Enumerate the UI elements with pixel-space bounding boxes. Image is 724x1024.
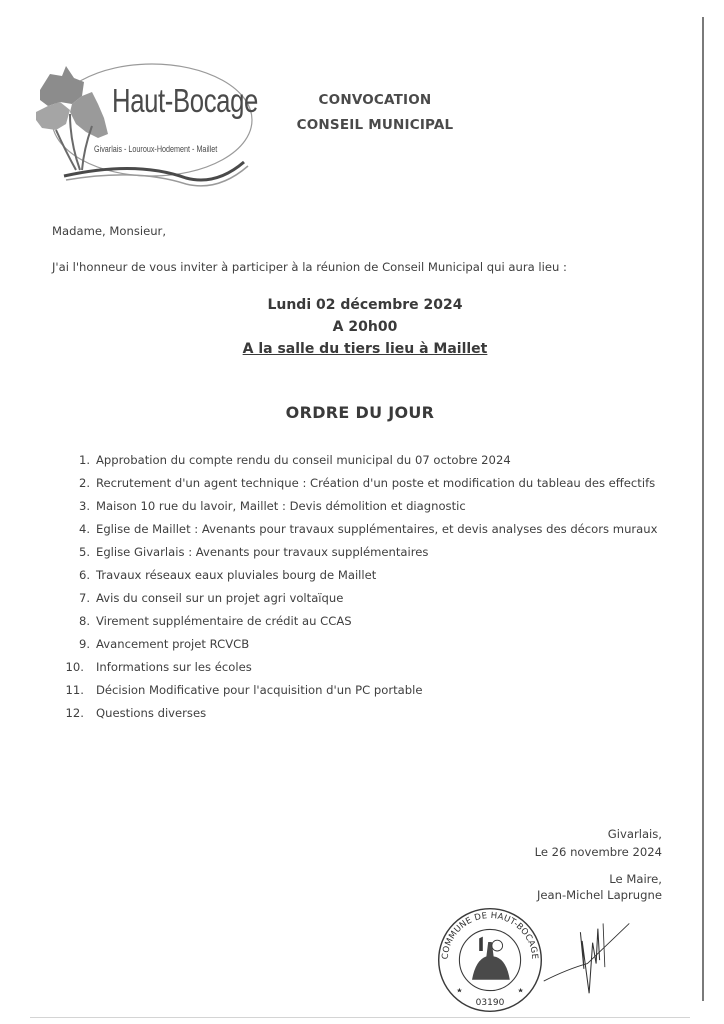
agenda-item-number: 7. <box>78 591 90 605</box>
agenda-item-text: Eglise Givarlais : Avenants pour travaux supplémentaires <box>96 545 429 559</box>
agenda-item-number: 8. <box>78 614 90 628</box>
salutation: Madame, Monsieur, <box>52 224 167 238</box>
municipality-logo <box>26 52 256 192</box>
agenda-item-text: Travaux réseaux eaux pluviales bourg de Maillet <box>96 568 377 582</box>
meeting-date: Lundi 02 décembre 2024 <box>267 297 463 313</box>
logo-title: Haut-Bocage <box>112 82 258 119</box>
agenda-item-number: 3. <box>78 499 90 513</box>
agenda-item-text: Questions diverses <box>96 706 207 720</box>
agenda-item-number: 6. <box>78 568 90 582</box>
mayor-name: Jean-Michel Laprugne <box>536 888 662 902</box>
agenda-item-number: 5. <box>78 545 90 559</box>
agenda-item <box>0 472 724 495</box>
logo-graphic <box>26 52 256 192</box>
agenda-item <box>0 656 724 679</box>
agenda-item-number: 12. <box>65 706 84 720</box>
agenda-item <box>0 587 724 610</box>
agenda-item-number: 10. <box>65 660 84 674</box>
agenda-item <box>0 495 724 518</box>
intro-paragraph: J'ai l'honneur de vous inviter à participer à la réunion de Conseil Municipal qui aura lieu : <box>52 260 567 274</box>
official-stamp <box>436 906 544 1014</box>
agenda-item <box>0 633 724 656</box>
mayor-title: Le Maire, <box>609 872 662 886</box>
agenda-item-number: 1. <box>78 453 90 467</box>
map-region-west <box>36 102 70 130</box>
agenda-item-number: 9. <box>78 637 90 651</box>
agenda-item <box>0 518 724 541</box>
agenda-item-text: Informations sur les écoles <box>96 660 252 674</box>
agenda-item-text: Décision Modificative pour l'acquisition d'un PC portable <box>96 683 423 697</box>
stamp-seal-icon <box>436 906 544 1014</box>
document-subtitle: CONSEIL MUNICIPAL <box>296 117 454 133</box>
page-bottom-line <box>30 1017 690 1018</box>
stamp-code: 03190 <box>475 998 505 1008</box>
star-icon <box>457 988 462 993</box>
agenda-item <box>0 679 724 702</box>
agenda-item-text: Approbation du compte rendu du conseil municipal du 07 octobre 2024 <box>96 453 511 467</box>
agenda-item <box>0 541 724 564</box>
agenda-item-number: 11. <box>65 683 84 697</box>
agenda-list <box>0 449 724 725</box>
agenda-item <box>0 610 724 633</box>
agenda-item-text: Avancement projet RCVCB <box>96 637 250 651</box>
logo-subtitle: Givarlais - Louroux-Hodement - Maillet <box>94 144 218 154</box>
agenda-item-text: Recrutement d'un agent technique : Création d'un poste et modification du tableau des effectifs <box>96 476 656 490</box>
agenda-item <box>0 449 724 472</box>
document-title: CONVOCATION <box>318 92 432 108</box>
agenda-item-number: 2. <box>78 476 90 490</box>
signing-date: Le 26 novembre 2024 <box>534 845 662 859</box>
stamp-text: COMMUNE DE HAUT-BOCAGE <box>440 910 540 960</box>
meeting-place: A la salle du tiers lieu à Maillet <box>242 341 488 357</box>
agenda-item-number: 4. <box>78 522 90 536</box>
agenda-item-text: Eglise de Maillet : Avenants pour travaux supplémentaires, et devis analyses des décors muraux <box>96 522 658 536</box>
star-icon <box>518 988 523 993</box>
agenda-item-text: Maison 10 rue du lavoir, Maillet : Devis démolition et diagnostic <box>96 499 466 513</box>
agenda-title: ORDRE DU JOUR <box>285 403 435 422</box>
mayor-signature <box>540 906 640 1002</box>
signature-scribble-icon <box>540 906 640 1002</box>
meeting-time: A 20h00 <box>332 319 398 335</box>
agenda-item-text: Virement supplémentaire de crédit au CCAS <box>96 614 352 628</box>
agenda-item-text: Avis du conseil sur un projet agri voltaïque <box>96 591 344 605</box>
agenda-item <box>0 702 724 725</box>
signing-place: Givarlais, <box>607 827 662 841</box>
agenda-item <box>0 564 724 587</box>
